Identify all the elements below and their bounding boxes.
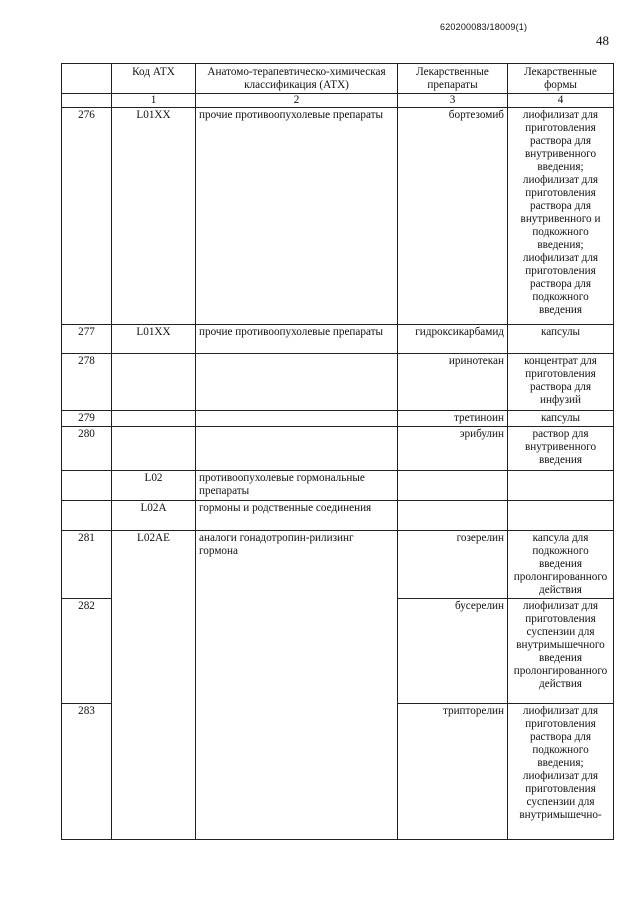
table-row: [62, 108, 614, 325]
column-index-row: [62, 94, 614, 108]
atx-classification: прочие противоопухолевые препараты: [196, 325, 398, 354]
row-number: 276: [62, 108, 112, 325]
page-number: 48: [596, 33, 609, 48]
row-number: 282: [62, 599, 112, 704]
atx-classification: противоопухолевые гормональные препараты: [196, 471, 398, 501]
index-cell: [62, 94, 112, 108]
table-row: [62, 471, 614, 501]
row-number: [62, 501, 112, 531]
drug-form: лиофилизат для приготовления раствора для подкожного введения; лиофилизат для приготовления суспензии для внутримышечно-: [508, 704, 614, 840]
atx-classification: [196, 354, 398, 411]
drug-name: [398, 471, 508, 501]
drug-name: иринотекан: [398, 354, 508, 411]
atx-classification: [196, 427, 398, 471]
table-row: [62, 531, 614, 599]
table-row: [62, 427, 614, 471]
atx-classification: прочие противоопухолевые препараты: [196, 108, 398, 325]
atx-code: L01XX: [112, 325, 196, 354]
drug-name: гидроксикарбамид: [398, 325, 508, 354]
table-header-row: [62, 64, 614, 94]
table-row: [62, 501, 614, 531]
row-number: 283: [62, 704, 112, 840]
row-number: 280: [62, 427, 112, 471]
drug-form: [508, 501, 614, 531]
header-drugs: Лекарственные препараты: [398, 64, 508, 94]
drug-name: бортезомиб: [398, 108, 508, 325]
atx-classification: гормоны и родственные соединения: [196, 501, 398, 531]
drug-name: эрибулин: [398, 427, 508, 471]
drug-form: капсулы: [508, 411, 614, 427]
index-cell: 1: [112, 94, 196, 108]
table-row: [62, 411, 614, 427]
drug-form: концентрат для приготовления раствора для инфузий: [508, 354, 614, 411]
drug-form: раствор для внутривенного введения: [508, 427, 614, 471]
atx-classification: [196, 411, 398, 427]
atx-code: L02A: [112, 501, 196, 531]
drug-form: [508, 471, 614, 501]
atx-table: [61, 63, 614, 840]
row-number: [62, 471, 112, 501]
drug-name: [398, 501, 508, 531]
atx-code: [112, 354, 196, 411]
drug-form: капсула для подкожного введения пролонгированного действия: [508, 531, 614, 599]
drug-form: лиофилизат для приготовления раствора для внутривенного введения; лиофилизат для приготовления раствора для внутривенного и подкожного введения; лиофилизат для приготовления раствора для подкожного введения: [508, 108, 614, 325]
document-number: 620200083/18009(1): [440, 22, 528, 32]
index-cell: 3: [398, 94, 508, 108]
atx-classification: аналоги гонадотропин-рилизинг гормона: [196, 531, 398, 840]
header-num: [62, 64, 112, 94]
table-row: [62, 354, 614, 411]
header-forms: Лекарственные формы: [508, 64, 614, 94]
index-cell: 4: [508, 94, 614, 108]
atx-code: L01XX: [112, 108, 196, 325]
row-number: 278: [62, 354, 112, 411]
index-cell: 2: [196, 94, 398, 108]
table-row: [62, 325, 614, 354]
header-code: Код АТХ: [112, 64, 196, 94]
drug-name: бусерелин: [398, 599, 508, 704]
drug-form: лиофилизат для приготовления суспензии для внутримышечного введения пролонгированного действия: [508, 599, 614, 704]
atx-code: [112, 411, 196, 427]
row-number: 279: [62, 411, 112, 427]
drug-name: третиноин: [398, 411, 508, 427]
atx-code: [112, 427, 196, 471]
atx-code: L02AE: [112, 531, 196, 840]
header-classification: Анатомо-терапевтическо-химическая классификация (АТХ): [196, 64, 398, 94]
drug-form: капсулы: [508, 325, 614, 354]
drug-name: трипторелин: [398, 704, 508, 840]
drug-name: гозерелин: [398, 531, 508, 599]
row-number: 281: [62, 531, 112, 599]
row-number: 277: [62, 325, 112, 354]
atx-code: L02: [112, 471, 196, 501]
